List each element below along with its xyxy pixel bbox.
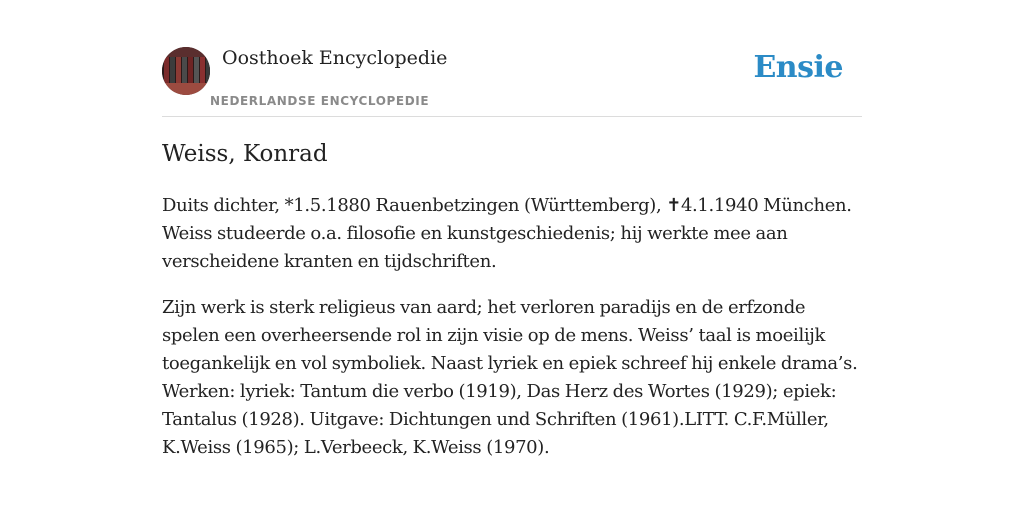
avatar-books-row <box>162 57 210 83</box>
article <box>162 138 862 480</box>
site-subtitle: NEDERLANDSE ENCYCLOPEDIE <box>210 94 430 108</box>
site-name[interactable]: Oosthoek Encyclopedie <box>222 47 448 69</box>
avatar-shelf-top <box>162 47 210 57</box>
article-title: Weiss, Konrad <box>162 141 328 167</box>
encyclopedia-avatar[interactable] <box>162 47 210 95</box>
ensie-logo[interactable]: Ensie <box>753 50 843 85</box>
avatar-shelf-bottom <box>162 83 210 95</box>
site-header <box>162 44 862 117</box>
article-paragraph-2: Zijn werk is sterk religieus van aard; het verloren paradijs en de erfzonde spelen een overheersende rol in zijn visie op de mens. Weiss’ taal is moeilijk toegankelijk en vol symboliek. Naast lyriek en epiek schreef hij enkele drama’s. Werken: lyriek: Tantum die verbo (1919), Das Herz des Wortes (1929); epiek: Tantalus (1928). Uitgave: Dichtungen und Schriften (1961).LITT. C.F.Müller, K.Weiss (1965); L.Verbeeck, K.Weiss (1970). <box>162 297 858 458</box>
article-paragraph-1: Duits dichter, *1.5.1880 Rauenbetzingen (Württemberg), ✝4.1.1940 München. Weiss studeerde o.a. filosofie en kunstgeschiedenis; hij werkte mee aan verscheidene kranten en tijdschriften. <box>162 195 852 272</box>
